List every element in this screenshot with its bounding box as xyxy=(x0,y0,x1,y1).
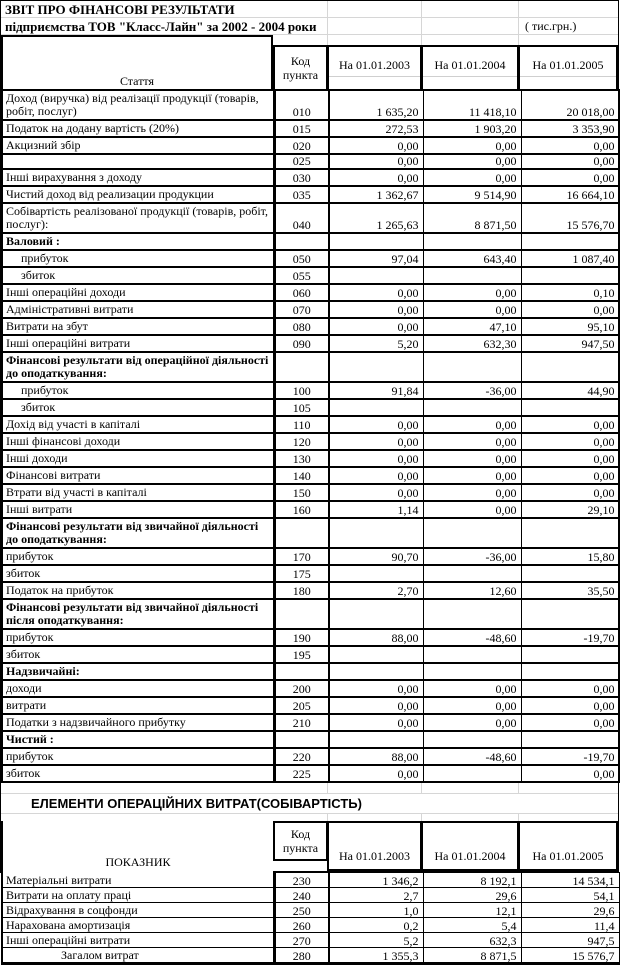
row-code-cell: 040 xyxy=(274,203,329,233)
report-title xyxy=(1,1,618,18)
row-value-cell: 54,1 xyxy=(521,888,619,903)
row-value-cell: 0,00 xyxy=(329,697,423,714)
row-value-cell xyxy=(423,663,521,680)
row-value-cell: 15 576,70 xyxy=(521,203,619,233)
grid-line xyxy=(518,814,519,821)
row-value-cell xyxy=(329,352,423,382)
table-row xyxy=(2,450,619,467)
table-row xyxy=(2,267,619,284)
row-label-cell: Чистий доход від реализации продукции xyxy=(2,186,274,203)
table-row xyxy=(2,888,619,903)
table2-year-header-2003: На 01.01.2003 xyxy=(327,821,422,871)
row-code-cell: 025 xyxy=(274,154,329,169)
table-row xyxy=(2,680,619,697)
row-value-cell: 11,4 xyxy=(521,918,619,933)
code-header-line2: пункта xyxy=(282,68,319,82)
section-title-row xyxy=(1,794,618,814)
row-value-cell: 947,5 xyxy=(521,933,619,948)
row-label-cell: Витрати на оплату праці xyxy=(2,888,274,903)
table-row xyxy=(2,748,619,765)
table-row xyxy=(2,169,619,186)
row-label-cell: Надзвичайні: xyxy=(2,663,274,680)
row-value-cell xyxy=(521,565,619,582)
row-value-cell xyxy=(521,399,619,416)
table1-year-header-2005: На 01.01.2005 xyxy=(518,45,618,91)
row-label-cell: прибуток xyxy=(2,629,274,646)
row-label-cell: Інші вирахування з доходу xyxy=(2,169,274,186)
row-value-cell xyxy=(329,663,423,680)
row-value-cell: 88,00 xyxy=(329,748,423,765)
table2-code-header xyxy=(273,821,328,861)
row-label-cell xyxy=(2,154,274,169)
row-value-cell: 0,00 xyxy=(521,765,619,782)
row-value-cell xyxy=(521,233,619,250)
table-row xyxy=(2,154,619,169)
row-value-cell: 44,90 xyxy=(521,382,619,399)
row-code-cell: 140 xyxy=(274,467,329,484)
row-value-cell xyxy=(521,646,619,663)
row-value-cell: 0,00 xyxy=(521,301,619,318)
row-value-cell: 0,00 xyxy=(329,433,423,450)
row-value-cell: 0,00 xyxy=(329,154,423,169)
table-row xyxy=(2,873,619,888)
table-row xyxy=(2,399,619,416)
report-subtitle-text: підприємства ТОВ "Класс-Лайн" за 2002 - 2004 роки xyxy=(5,19,317,34)
table-row xyxy=(2,250,619,267)
row-value-cell: 643,40 xyxy=(423,250,521,267)
table-row xyxy=(2,301,619,318)
row-value-cell: 0,00 xyxy=(521,450,619,467)
row-value-cell: 0,00 xyxy=(423,680,521,697)
row-code-cell: 030 xyxy=(274,169,329,186)
row-code-cell: 050 xyxy=(274,250,329,267)
grid-line xyxy=(421,783,422,793)
grid-line xyxy=(327,783,328,793)
grid-line xyxy=(327,35,328,45)
table-row xyxy=(2,90,619,120)
row-value-cell: 0,00 xyxy=(329,137,423,154)
section-title: ЕЛЕМЕНТИ ОПЕРАЦІЙНИХ ВИТРАТ(СОБІВАРТІСТЬ) xyxy=(31,796,362,811)
table-row xyxy=(2,646,619,663)
row-value-cell: 3 353,90 xyxy=(521,120,619,137)
table2-year-header-2005: На 01.01.2005 xyxy=(518,821,618,871)
row-value-cell: 0,2 xyxy=(329,918,423,933)
row-value-cell: 272,53 xyxy=(329,120,423,137)
row-code-cell: 035 xyxy=(274,186,329,203)
row-value-cell: 0,00 xyxy=(329,284,423,301)
row-value-cell: 5,2 xyxy=(329,933,423,948)
table-row xyxy=(2,284,619,301)
row-value-cell: 0,00 xyxy=(521,154,619,169)
table-row xyxy=(2,433,619,450)
table-row xyxy=(2,484,619,501)
row-value-cell: 0,00 xyxy=(329,416,423,433)
row-label-cell: прибуток xyxy=(2,548,274,565)
row-value-cell xyxy=(423,731,521,748)
row-code-cell: 160 xyxy=(274,501,329,518)
row-code-cell: 150 xyxy=(274,484,329,501)
row-label-cell: Нарахована амортизація xyxy=(2,918,274,933)
row-label-cell: збиток xyxy=(2,565,274,582)
row-value-cell: 0,00 xyxy=(329,450,423,467)
row-value-cell xyxy=(423,599,521,629)
expense-elements-table xyxy=(1,872,620,965)
row-label-cell: Адміністративні витрати xyxy=(2,301,274,318)
row-code-cell xyxy=(274,233,329,250)
table-row xyxy=(2,186,619,203)
financial-results-table-body xyxy=(2,90,619,782)
row-value-cell: 1 346,2 xyxy=(329,873,423,888)
row-value-cell: 47,10 xyxy=(423,318,521,335)
table2-stub-header xyxy=(1,821,273,873)
row-code-cell: 205 xyxy=(274,697,329,714)
row-value-cell: 15 576,7 xyxy=(521,948,619,964)
row-value-cell: 0,00 xyxy=(329,318,423,335)
row-value-cell: 0,00 xyxy=(329,169,423,186)
row-value-cell: 20 018,00 xyxy=(521,90,619,120)
table-row xyxy=(2,918,619,933)
row-label-cell: Акцизний збір xyxy=(2,137,274,154)
row-label-cell: Інші доходи xyxy=(2,450,274,467)
row-value-cell: 0,00 xyxy=(329,484,423,501)
row-value-cell: 0,00 xyxy=(329,301,423,318)
table-row xyxy=(2,467,619,484)
row-code-cell: 220 xyxy=(274,748,329,765)
row-value-cell: 9 514,90 xyxy=(423,186,521,203)
row-value-cell: 0,00 xyxy=(521,697,619,714)
row-value-cell: 97,04 xyxy=(329,250,423,267)
row-code-cell: 180 xyxy=(274,582,329,599)
row-code-cell: 060 xyxy=(274,284,329,301)
stub-header-label: ПОКАЗНИК xyxy=(105,855,171,869)
units-note: ( тис.грн.) xyxy=(525,19,577,33)
row-code-cell: 020 xyxy=(274,137,329,154)
row-value-cell: 0,00 xyxy=(423,301,521,318)
row-label-cell: Валовий : xyxy=(2,233,274,250)
row-value-cell: 0,00 xyxy=(423,697,521,714)
table1-year-header-2003: На 01.01.2003 xyxy=(327,45,422,91)
row-value-cell xyxy=(521,599,619,629)
row-label-cell: збиток xyxy=(2,646,274,663)
row-value-cell xyxy=(423,399,521,416)
row-label-cell: доходи xyxy=(2,680,274,697)
code-header-line1: Код xyxy=(290,54,311,68)
row-value-cell xyxy=(329,646,423,663)
row-value-cell: 95,10 xyxy=(521,318,619,335)
row-value-cell: 29,6 xyxy=(521,903,619,918)
row-value-cell: 5,4 xyxy=(423,918,521,933)
row-label-cell: Податок на прибуток xyxy=(2,582,274,599)
row-value-cell: 0,00 xyxy=(423,416,521,433)
row-value-cell: 0,00 xyxy=(423,467,521,484)
report-title-text: ЗВІТ ПРО ФІНАНСОВІ РЕЗУЛЬТАТИ xyxy=(5,2,235,17)
row-value-cell: 15,80 xyxy=(521,548,619,565)
table-row xyxy=(2,335,619,352)
spacer-row xyxy=(1,783,618,794)
row-value-cell: 0,00 xyxy=(521,416,619,433)
row-label-cell: Відрахування в соцфонди xyxy=(2,903,274,918)
grid-line xyxy=(421,814,422,821)
row-code-cell xyxy=(274,518,329,548)
row-value-cell: 16 664,10 xyxy=(521,186,619,203)
row-code-cell: 170 xyxy=(274,548,329,565)
table2-year-header-2004: На 01.01.2004 xyxy=(421,821,519,871)
table-row xyxy=(2,565,619,582)
row-value-cell: 0,00 xyxy=(521,433,619,450)
spacer-row xyxy=(1,814,618,821)
table-row xyxy=(2,903,619,918)
row-value-cell: 11 418,10 xyxy=(423,90,521,120)
stub-header-label: Стаття xyxy=(119,74,155,88)
table-row xyxy=(2,697,619,714)
row-label-cell: прибуток xyxy=(2,250,274,267)
row-value-cell: 1,14 xyxy=(329,501,423,518)
row-label-cell: Інші операційні витрати xyxy=(2,933,274,948)
row-value-cell: 12,1 xyxy=(423,903,521,918)
row-value-cell: 0,00 xyxy=(423,484,521,501)
row-code-cell xyxy=(274,352,329,382)
row-value-cell xyxy=(329,399,423,416)
row-value-cell: -36,00 xyxy=(423,382,521,399)
row-value-cell xyxy=(423,565,521,582)
row-code-cell: 270 xyxy=(274,933,329,948)
row-label-cell: Податок на додану вартість (20%) xyxy=(2,120,274,137)
table-row xyxy=(2,501,619,518)
row-code-cell: 100 xyxy=(274,382,329,399)
row-value-cell: 0,00 xyxy=(329,765,423,782)
row-label-cell: Загалом витрат xyxy=(2,948,274,964)
report-header xyxy=(1,1,618,35)
row-value-cell: 0,00 xyxy=(423,714,521,731)
table-row xyxy=(2,352,619,382)
row-code-cell: 015 xyxy=(274,120,329,137)
row-code-cell: 175 xyxy=(274,565,329,582)
row-value-cell: 1 362,67 xyxy=(329,186,423,203)
row-label-cell: Фінансові результати від операційної діяльності до оподаткування: xyxy=(2,352,274,382)
row-label-cell: Фінансові витрати xyxy=(2,467,274,484)
table-row xyxy=(2,663,619,680)
row-value-cell: 0,00 xyxy=(521,467,619,484)
row-code-cell xyxy=(274,599,329,629)
row-label-cell: прибуток xyxy=(2,382,274,399)
row-code-cell: 195 xyxy=(274,646,329,663)
table-row xyxy=(2,629,619,646)
row-value-cell xyxy=(329,267,423,284)
table-row xyxy=(2,765,619,782)
grid-line xyxy=(421,35,422,45)
table-row xyxy=(2,518,619,548)
row-code-cell: 090 xyxy=(274,335,329,352)
row-value-cell: -19,70 xyxy=(521,748,619,765)
row-value-cell xyxy=(521,518,619,548)
row-value-cell: 947,50 xyxy=(521,335,619,352)
row-value-cell xyxy=(329,565,423,582)
row-label-cell: збиток xyxy=(2,267,274,284)
row-label-cell: витрати xyxy=(2,697,274,714)
table-row xyxy=(2,416,619,433)
row-value-cell: 0,00 xyxy=(521,169,619,186)
code-header-line1: Код xyxy=(290,827,311,841)
row-code-cell: 105 xyxy=(274,399,329,416)
row-label-cell: Витрати на збут xyxy=(2,318,274,335)
row-value-cell: -36,00 xyxy=(423,548,521,565)
row-value-cell: 91,84 xyxy=(329,382,423,399)
row-value-cell xyxy=(329,599,423,629)
row-value-cell: -19,70 xyxy=(521,629,619,646)
row-value-cell: 90,70 xyxy=(329,548,423,565)
row-value-cell xyxy=(423,267,521,284)
row-value-cell xyxy=(423,352,521,382)
row-code-cell: 190 xyxy=(274,629,329,646)
grid-line xyxy=(327,814,328,821)
row-value-cell: -48,60 xyxy=(423,748,521,765)
expense-elements-table-body xyxy=(2,873,619,964)
row-value-cell xyxy=(521,267,619,284)
row-code-cell: 260 xyxy=(274,918,329,933)
table-row xyxy=(2,933,619,948)
row-code-cell: 080 xyxy=(274,318,329,335)
row-value-cell: 0,00 xyxy=(521,484,619,501)
table-row xyxy=(2,548,619,565)
row-code-cell: 230 xyxy=(274,873,329,888)
table1-stub-header xyxy=(1,35,273,91)
row-value-cell xyxy=(329,233,423,250)
table-row xyxy=(2,714,619,731)
row-value-cell xyxy=(521,731,619,748)
row-value-cell: 1 265,63 xyxy=(329,203,423,233)
row-value-cell: 632,30 xyxy=(423,335,521,352)
row-value-cell: 0,10 xyxy=(521,284,619,301)
row-code-cell: 200 xyxy=(274,680,329,697)
row-value-cell xyxy=(423,518,521,548)
row-value-cell: 0,00 xyxy=(423,137,521,154)
report-subtitle-row xyxy=(1,18,618,35)
table-row xyxy=(2,599,619,629)
row-value-cell: 12,60 xyxy=(423,582,521,599)
row-label-cell: Втрати від участі в капіталі xyxy=(2,484,274,501)
row-label-cell: Дохід від участі в капіталі xyxy=(2,416,274,433)
row-value-cell: 1 635,20 xyxy=(329,90,423,120)
table1-year-header-2004: На 01.01.2004 xyxy=(421,45,519,91)
row-code-cell xyxy=(274,731,329,748)
row-label-cell: Чистий : xyxy=(2,731,274,748)
row-value-cell xyxy=(521,352,619,382)
row-value-cell: 0,00 xyxy=(423,154,521,169)
table1-header xyxy=(1,35,618,91)
grid-line xyxy=(518,783,519,793)
row-value-cell: 0,00 xyxy=(329,467,423,484)
row-value-cell: 29,6 xyxy=(423,888,521,903)
row-value-cell: 8 192,1 xyxy=(423,873,521,888)
row-value-cell: 14 534,1 xyxy=(521,873,619,888)
row-value-cell: 2,70 xyxy=(329,582,423,599)
row-value-cell: 0,00 xyxy=(423,169,521,186)
row-value-cell: 0,00 xyxy=(423,501,521,518)
grid-line xyxy=(518,35,519,45)
table2-header xyxy=(1,821,618,873)
row-value-cell: 0,00 xyxy=(423,284,521,301)
row-code-cell: 225 xyxy=(274,765,329,782)
table-row xyxy=(2,120,619,137)
row-value-cell: 0,00 xyxy=(521,137,619,154)
row-value-cell: 29,10 xyxy=(521,501,619,518)
table-row xyxy=(2,233,619,250)
row-code-cell: 070 xyxy=(274,301,329,318)
row-value-cell: 88,00 xyxy=(329,629,423,646)
row-code-cell: 250 xyxy=(274,903,329,918)
row-code-cell xyxy=(274,663,329,680)
code-header-line2: пункта xyxy=(282,841,319,855)
row-value-cell: 1 087,40 xyxy=(521,250,619,267)
row-value-cell xyxy=(329,731,423,748)
row-code-cell: 055 xyxy=(274,267,329,284)
row-label-cell: Собівартість реалізованої продукції (товарів, робіт, послуг): xyxy=(2,203,274,233)
row-label-cell: Інші операційні витрати xyxy=(2,335,274,352)
table-row xyxy=(2,318,619,335)
table-row xyxy=(2,731,619,748)
row-label-cell: збиток xyxy=(2,765,274,782)
table-row xyxy=(2,137,619,154)
row-value-cell: 0,00 xyxy=(521,680,619,697)
row-value-cell: 5,20 xyxy=(329,335,423,352)
table-row xyxy=(2,203,619,233)
table-row xyxy=(2,382,619,399)
row-code-cell: 130 xyxy=(274,450,329,467)
row-label-cell: Фінансові результати від звичайної діяльності після оподаткування: xyxy=(2,599,274,629)
row-value-cell: 2,7 xyxy=(329,888,423,903)
row-value-cell: 632,3 xyxy=(423,933,521,948)
row-value-cell: 0,00 xyxy=(521,714,619,731)
row-label-cell: збиток xyxy=(2,399,274,416)
row-label-cell: прибуток xyxy=(2,748,274,765)
row-value-cell: 0,00 xyxy=(423,450,521,467)
row-value-cell: 35,50 xyxy=(521,582,619,599)
row-label-cell: Інші операційні доходи xyxy=(2,284,274,301)
row-value-cell xyxy=(329,518,423,548)
row-value-cell xyxy=(423,646,521,663)
row-value-cell: -48,60 xyxy=(423,629,521,646)
row-label-cell: Матеріальні витрати xyxy=(2,873,274,888)
row-label-cell: Доход (виручка) від реалізації продукції (товарів, робіт, послуг) xyxy=(2,90,274,120)
row-value-cell xyxy=(521,663,619,680)
row-value-cell: 0,00 xyxy=(329,680,423,697)
table-row xyxy=(2,582,619,599)
row-value-cell: 1 355,3 xyxy=(329,948,423,964)
row-code-cell: 280 xyxy=(274,948,329,964)
row-value-cell: 1,0 xyxy=(329,903,423,918)
row-label-cell: Інші витрати xyxy=(2,501,274,518)
row-value-cell: 0,00 xyxy=(423,433,521,450)
table1-code-header xyxy=(273,45,328,91)
financial-results-table xyxy=(1,89,620,783)
row-value-cell: 8 871,50 xyxy=(423,203,521,233)
row-value-cell: 8 871,5 xyxy=(423,948,521,964)
table-row xyxy=(2,948,619,964)
row-label-cell: Інші фінансові доходи xyxy=(2,433,274,450)
row-label-cell: Податки з надзвичайного прибутку xyxy=(2,714,274,731)
row-code-cell: 240 xyxy=(274,888,329,903)
row-code-cell: 210 xyxy=(274,714,329,731)
row-value-cell xyxy=(423,765,521,782)
row-value-cell xyxy=(423,233,521,250)
row-value-cell: 1 903,20 xyxy=(423,120,521,137)
row-code-cell: 110 xyxy=(274,416,329,433)
row-label-cell: Фінансові результати від звичайної діяльності до оподаткування: xyxy=(2,518,274,548)
row-value-cell: 0,00 xyxy=(329,714,423,731)
row-code-cell: 010 xyxy=(274,90,329,120)
row-code-cell: 120 xyxy=(274,433,329,450)
